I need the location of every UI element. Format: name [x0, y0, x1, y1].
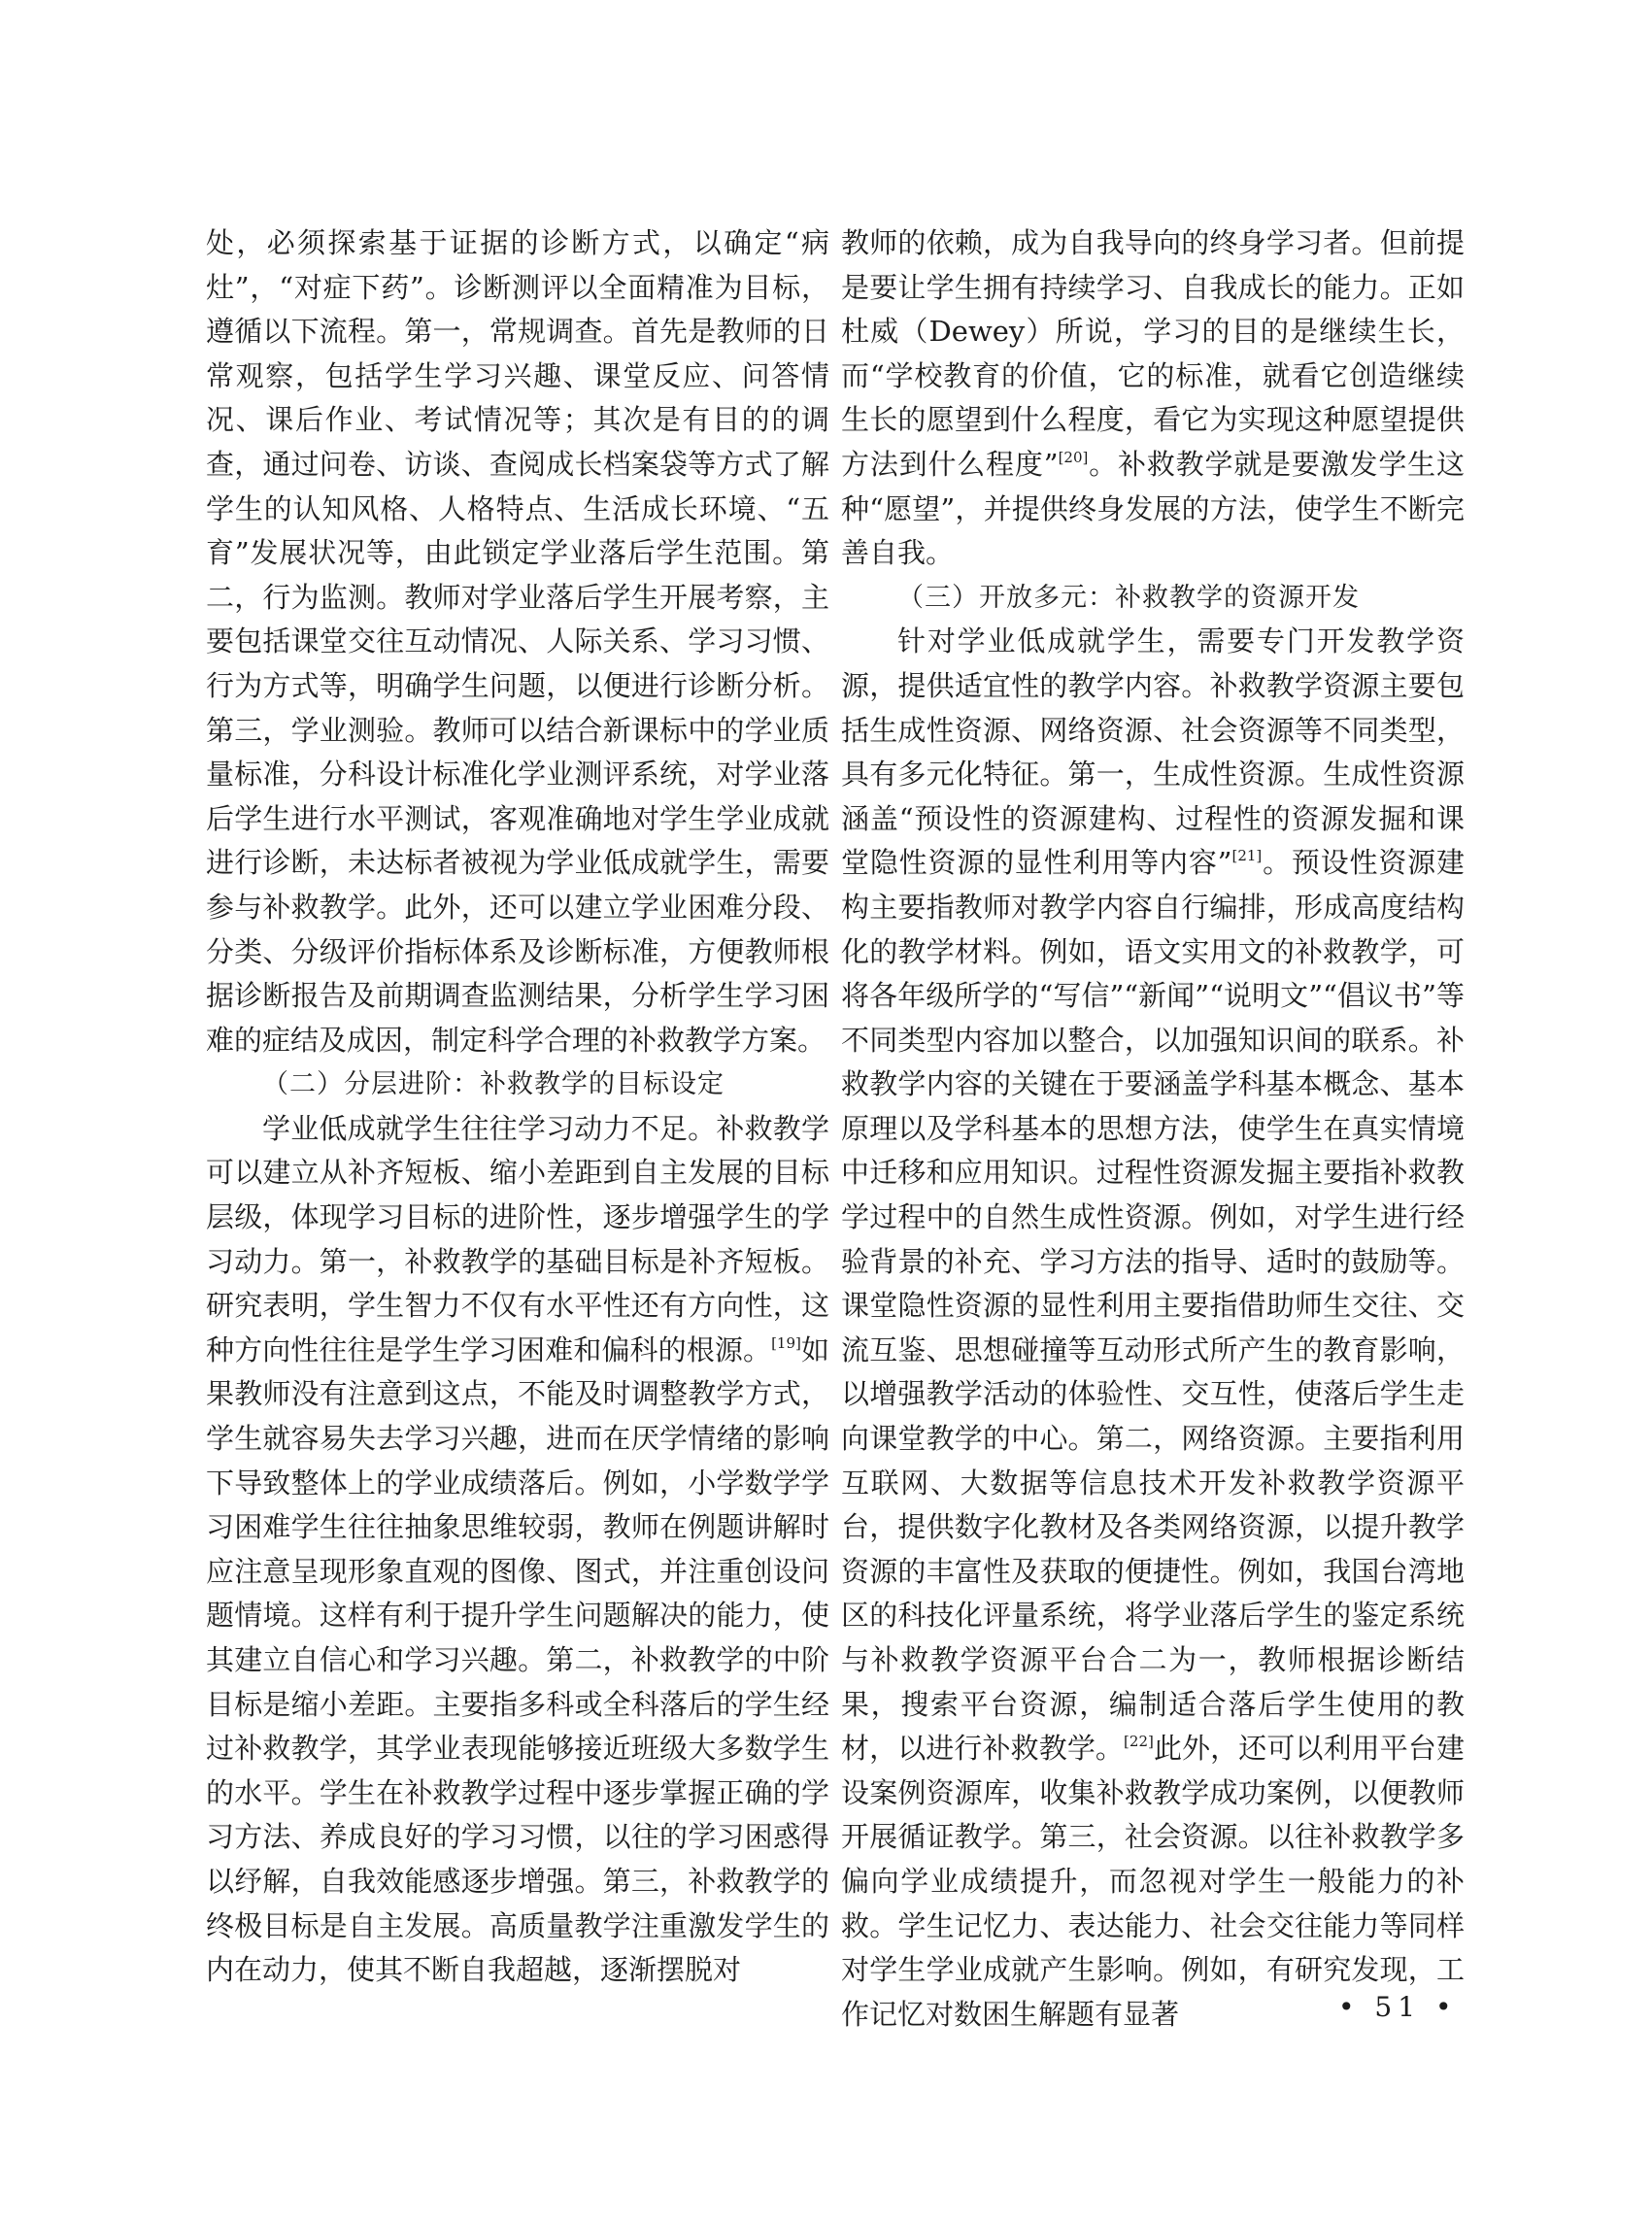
page-number: • 51 • [1338, 1991, 1458, 2023]
paragraph-lifelong-learning [841, 221, 1465, 576]
paragraph-goal-setting [206, 1107, 829, 1993]
section-heading-3: （三）开放多元：补救教学的资源开发 [897, 582, 1360, 613]
paragraph-text: 学业低成就学生往往学习动力不足。补救教学可以建立从补齐短板、缩小差距到自主发展的目标层级，体现学习目标的进阶性，逐步增强学生的学习动力。第一，补救教学的基础目标是补齐短板。研究表明，学生智力不仅有水平性还有方向性，这种方向性往往是学生学习困难和偏科的根源。 [206, 1111, 829, 1366]
citation-22: [22] [1124, 1733, 1154, 1751]
citation-20: [20] [1058, 448, 1089, 466]
paragraph-text: 。补救教学就是要激发学生这种“愿望”，并提供终身发展的方法，使学生不断完善自我。 [841, 447, 1465, 570]
paragraph-text: 。预设性资源建构主要指教师对教学内容自行编排，形成高度结构化的教学材料。例如，语文实用文的补救教学，可将各年级所学的“写信”“新闻”“说明文”“倡议书”等不同类型内容加以整合，以加强知识间的联系。补救教学内容的关键在于要涵盖学科基本概念、基本原理以及学科基本的思想方法，使学生在真实情境中迁移和应用知识。过程性资源发掘主要指补救教学过程中的自然生成性资源。例如，对学生进行经验背景的补充、学习方法的指导、适时的鼓励等。课堂隐性资源的显性利用主要指借助师生交往、交流互鉴、思想碰撞等互动形式所产生的教育影响，以增强教学活动的体验性、交互性，使落后学生走向课堂教学的中心。第二，网络资源。主要指利用互联网、大数据等信息技术开发补救教学资源平台，提供数字化教材及各类网络资源，以提升教学资源的丰富性及获取的便捷性。例如，我国台湾地区的科技化评量系统，将学业落后学生的鉴定系统与补救教学资源平台合二为一，教师根据诊断结果，搜索平台资源，编制适合落后学生使用的教材，以进行补救教学。 [841, 846, 1465, 1766]
paragraph-resource-development [841, 620, 1465, 2037]
citation-21: [21] [1231, 847, 1263, 865]
paragraph-text: 如果教师没有注意到这点，不能及时调整教学方式，学生就容易失去学习兴趣，进而在厌学情绪的影响下导致整体上的学业成绩落后。例如，小学数学学习困难学生往往抽象思维较弱，教师在例题讲解时应注意呈现形象直观的图像、图式，并注重创设问题情境。这样有利于提升学生问题解决的能力，使其建立自信心和学习兴趣。第二，补救教学的中阶目标是缩小差距。主要指多科或全科落后的学生经过补救教学，其学业表现能够接近班级大多数学生的水平。学生在补救教学过程中逐步掌握正确的学习方法、养成良好的学习习惯，以往的学习困惑得以纾解，自我效能感逐步增强。第三，补救教学的终极目标是自主发展。高质量教学注重激发学生的内在动力，使其不断自我超越，逐渐摆脱对 [206, 1332, 829, 1987]
section-heading-2: （二）分层进阶：补救教学的目标设定 [262, 1069, 725, 1100]
right-column [841, 221, 1465, 2037]
paragraph-text: 此外，还可以利用平台建设案例资源库，收集补救教学成功案例，以便教师开展循证教学。第三，社会资源。以往补救教学多偏向学业成绩提升，而忽视对学生一般能力的补救。学生记忆力、表达能力、社会交往能力等同样对学生学业成就产生影响。例如，有研究发现，工作记忆对数困生解题有显著 [841, 1732, 1465, 2031]
paragraph-text: 针对学业低成就学生，需要专门开发教学资源，提供适宜性的教学内容。补救教学资源主要包括生成性资源、网络资源、社会资源等不同类型，具有多元化特征。第一，生成性资源。生成性资源涵盖“预设性的资源建构、过程性的资源发掘和课堂隐性资源的显性利用等内容” [841, 624, 1465, 880]
left-column [206, 221, 829, 1993]
citation-19: [19] [771, 1333, 801, 1352]
paragraph-diagnosis-process: 处，必须探索基于证据的诊断方式，以确定“病灶”，“对症下药”。诊断测评以全面精准为目标，遵循以下流程。第一，常规调查。首先是教师的日常观察，包括学生学习兴趣、课堂反应、问答情况、课后作业、考试情况等；其次是有目的的调查，通过问卷、访谈、查阅成长档案袋等方式了解学生的认知风格、人格特点、生活成长环境、“五育”发展状况等，由此锁定学业落后学生范围。第二，行为监测。教师对学业落后学生开展考察，主要包括课堂交往互动情况、人际关系、学习习惯、行为方式等，明确学生问题，以便进行诊断分析。第三，学业测验。教师可以结合新课标中的学业质量标准，分科设计标准化学业测评系统，对学业落后学生进行水平测试，客观准确地对学生学业成就进行诊断，未达标者被视为学业低成就学生，需要参与补救教学。此外，还可以建立学业困难分段、分类、分级评价指标体系及诊断标准，方便教师根据诊断报告及前期调查监测结果，分析学生学习困难的症结及成因，制定科学合理的补救教学方案。 [206, 226, 829, 1057]
paragraph-text: 教师的依赖，成为自我导向的终身学习者。但前提是要让学生拥有持续学习、自我成长的能力。正如杜威（Dewey）所说，学习的目的是继续生长，而“学校教育的价值，它的标准，就看它创造继续生长的愿望到什么程度，看它为实现这种愿望提供方法到什么程度” [841, 226, 1465, 481]
